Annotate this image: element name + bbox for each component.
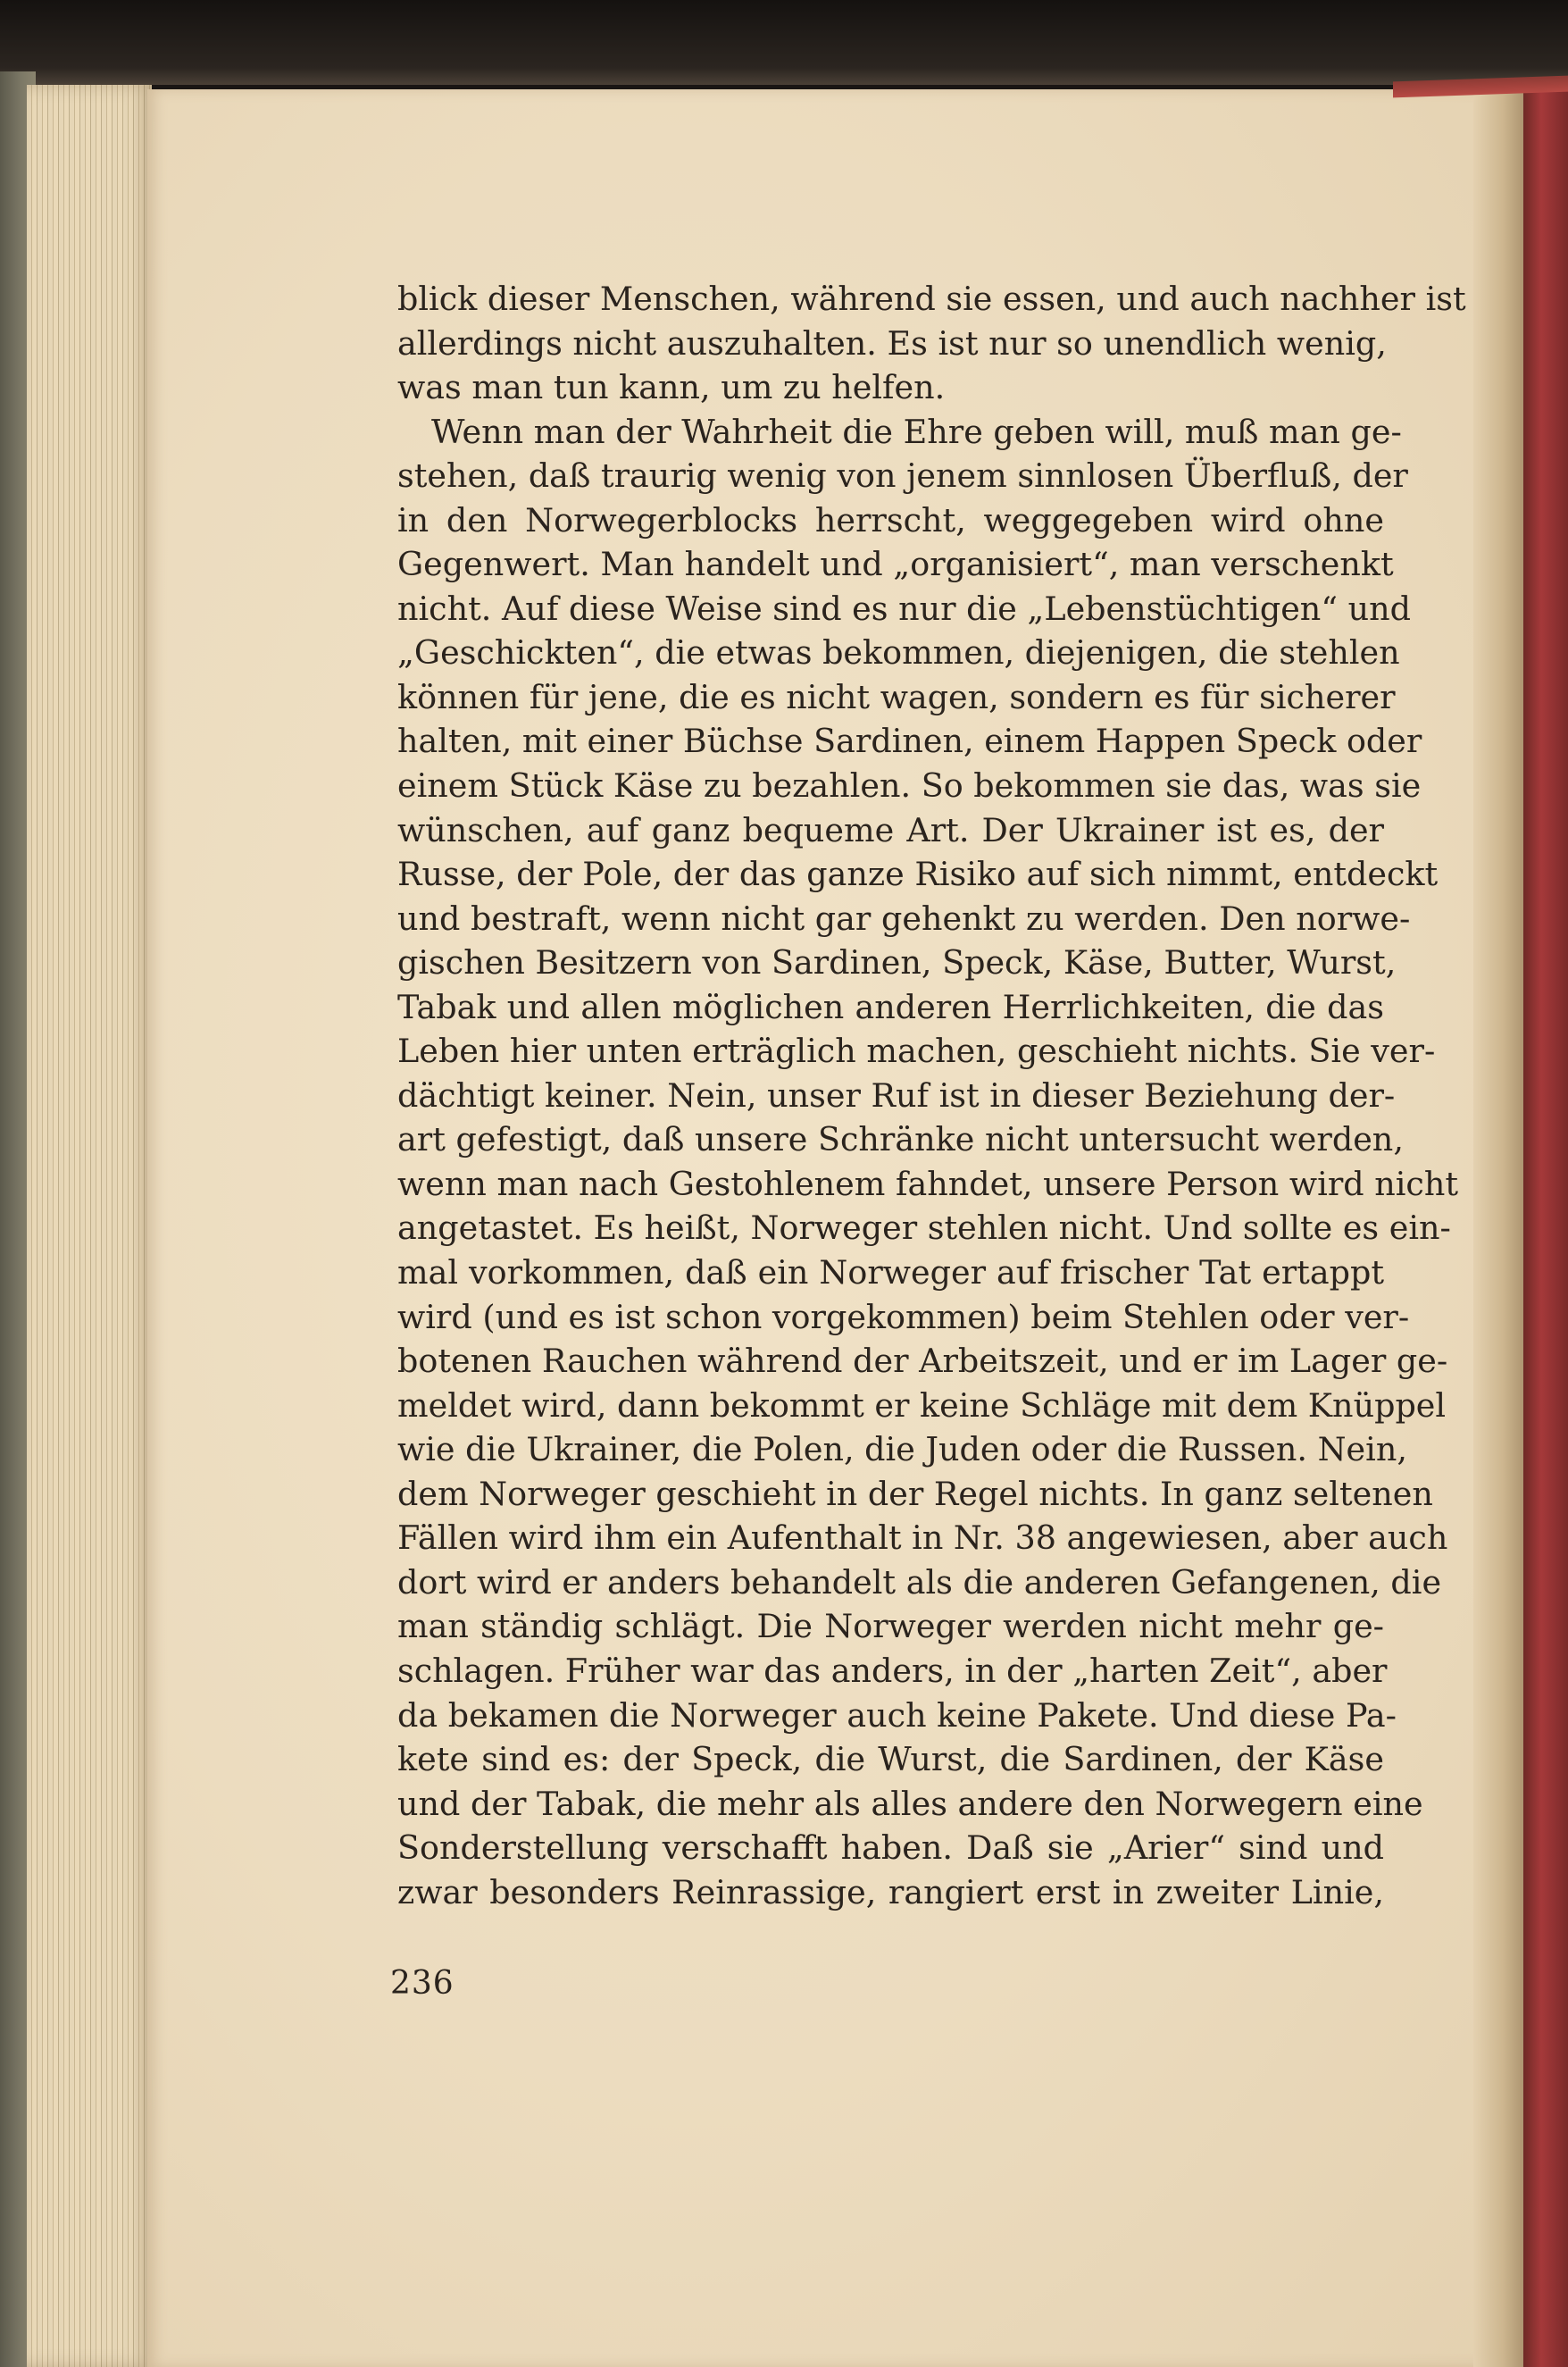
text-line: mal vorkommen, daß ein Norweger auf frischer Tat ertappt xyxy=(397,1253,1384,1292)
text-line: wenn man nach Gestohlenem fahndet, unsere Person wird nicht xyxy=(397,1164,1459,1203)
text-line: zwar besonders Reinrassige, rangiert erst in zweiter Linie, xyxy=(397,1872,1384,1911)
text-line: Gegenwert. Man handelt und „organisiert“, man verschenkt xyxy=(397,545,1394,584)
text-line: halten, mit einer Büchse Sardinen, einem Happen Speck oder xyxy=(397,722,1422,761)
text-line: einem Stück Käse zu bezahlen. So bekommen sie das, was sie xyxy=(397,766,1422,806)
text-line: meldet wird, dann bekommt er keine Schläge mit dem Knüppel xyxy=(397,1385,1447,1425)
text-line: angetastet. Es heißt, Norweger stehlen nicht. Und sollte es ein- xyxy=(397,1209,1451,1248)
text-line: blick dieser Menschen, während sie essen, und auch nachher ist xyxy=(397,280,1466,318)
page-gutter xyxy=(1473,89,1527,2367)
text-line: was man tun kann, um zu helfen. xyxy=(397,368,946,407)
text-line: dort wird er anders behandelt als die anderen Gefangenen, die xyxy=(397,1562,1442,1602)
text-line: „Geschickten“, die etwas bekommen, diejenigen, die stehlen xyxy=(397,633,1400,673)
text-line: art gefestigt, daß unsere Schränke nicht untersucht werden, xyxy=(397,1120,1404,1159)
text-line: da bekamen die Norweger auch keine Pakete. Und diese Pa- xyxy=(397,1695,1397,1735)
text-line: nicht. Auf diese Weise sind es nur die „Lebenstüchtigen“ und xyxy=(397,589,1411,628)
text-line: Wenn man der Wahrheit die Ehre geben will, muß man ge- xyxy=(431,412,1402,451)
text-line: Leben hier unten erträglich machen, geschieht nichts. Sie ver- xyxy=(397,1032,1436,1071)
text-line: gischen Besitzern von Sardinen, Speck, Käse, Butter, Wurst, xyxy=(397,943,1397,983)
text-line: und der Tabak, die mehr als alles andere den Norwegern eine xyxy=(397,1784,1423,1823)
page-edges xyxy=(27,85,152,2367)
text-line: dem Norweger geschieht in der Regel nichts. In ganz seltenen xyxy=(397,1474,1433,1513)
page-number: 236 xyxy=(390,1965,455,2002)
text-line: und bestraft, wenn nicht gar gehenkt zu werden. Den norwe- xyxy=(397,899,1411,938)
text-line: können für jene, die es nicht wagen, sondern es für sicherer xyxy=(397,677,1396,716)
text-line: in den Norwegerblocks herrscht, weggegeben wird ohne xyxy=(397,500,1384,539)
text-line: stehen, daß traurig wenig von jenem sinnlosen Überfluß, der xyxy=(397,456,1408,496)
red-headband xyxy=(1523,85,1568,2367)
background-shadow xyxy=(0,0,1568,85)
text-line: man ständig schlägt. Die Norweger werden nicht mehr ge- xyxy=(397,1607,1384,1646)
text-line: wie die Ukrainer, die Polen, die Juden oder die Russen. Nein, xyxy=(397,1430,1407,1469)
text-line: dächtigt keiner. Nein, unser Ruf ist in dieser Beziehung der- xyxy=(397,1075,1396,1115)
text-line: Russe, der Pole, der das ganze Risiko auf sich nimmt, entdeckt xyxy=(397,855,1439,894)
text-line: schlagen. Früher war das anders, in der „harten Zeit“, aber xyxy=(397,1651,1388,1690)
text-line: botenen Rauchen während der Arbeitszeit, und er im Lager ge- xyxy=(397,1342,1448,1381)
text-line: wird (und es ist schon vorgekommen) beim Stehlen oder ver- xyxy=(397,1297,1410,1336)
text-line: allerdings nicht auszuhalten. Es ist nur so unendlich wenig, xyxy=(397,323,1387,363)
text-line: kete sind es: der Speck, die Wurst, die Sardinen, der Käse xyxy=(397,1740,1384,1779)
body-text xyxy=(397,277,1466,1914)
text-line: Sonderstellung verschafft haben. Daß sie „Arier“ sind und xyxy=(397,1828,1384,1868)
text-line: wünschen, auf ganz bequeme Art. Der Ukrainer ist es, der xyxy=(397,810,1384,849)
text-line: Tabak und allen möglichen anderen Herrlichkeiten, die das xyxy=(397,987,1384,1026)
text-line: Fällen wird ihm ein Aufenthalt in Nr. 38 angewiesen, aber auch xyxy=(397,1518,1448,1558)
